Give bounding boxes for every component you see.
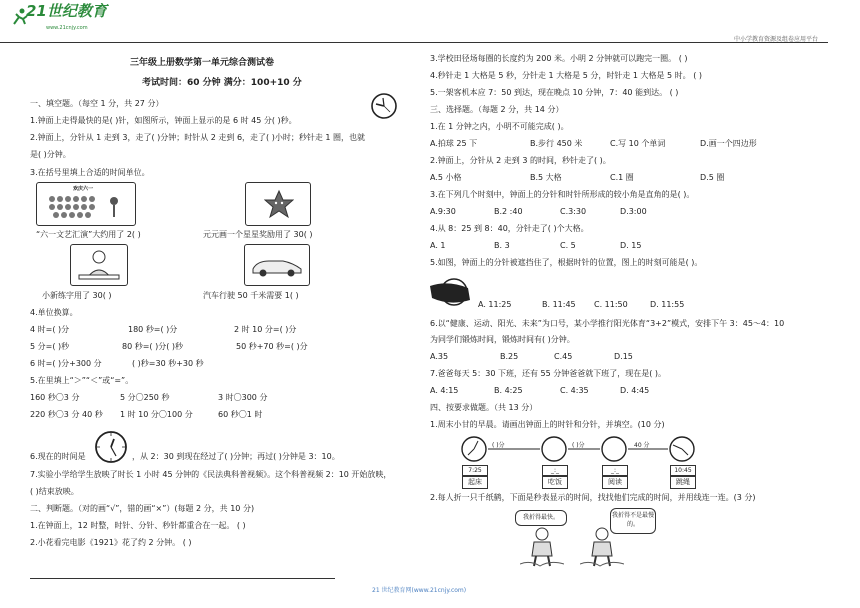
q2-text-cont: 是( )分钟。 (30, 150, 71, 159)
mc-2-c: C.1 圈 (610, 173, 634, 182)
mc-1-a: A.拍球 25 下 (430, 139, 478, 148)
audience-icon (42, 191, 128, 223)
mc-5: 5.如图，钟面上的分针被遮挡住了，根据时针的位置，图上的时刻可能是( )。 (430, 258, 703, 267)
mc-7-c: C. 4:35 (560, 386, 589, 395)
performance-picture (36, 182, 136, 226)
q1-text: 1.钟面上走得最快的是( )针，如图所示，钟面上显示的是 6 时 45 分( )秒。 (30, 116, 297, 125)
mc-6-a: A.35 (430, 352, 449, 361)
mc-4: 4.从 8：25 到 8：40，分针走了( )个大格。 (430, 224, 589, 233)
time-box-3[interactable]: _:_ (602, 465, 628, 476)
time-box-1: 7:25 (462, 465, 488, 476)
caption-writing: 小新练字用了 30( ) (42, 291, 112, 300)
caption-star: 元元画一个星星奖励用了 30( ) (203, 230, 313, 239)
activity-2: 吃饭 (542, 476, 568, 489)
activity-4: 跳绳 (670, 476, 696, 489)
mc-1-b: B.步行 450 米 (530, 139, 583, 148)
mc-2-b: B.5 大格 (530, 173, 562, 182)
mc-5-d: D. 11:55 (650, 300, 685, 309)
mc-1-d: D.画一个四边形 (700, 139, 757, 148)
mc-4-c: C. 5 (560, 241, 576, 250)
conv-1: 4 时=( )分 (30, 325, 70, 334)
gap-2: ( )分 (572, 442, 585, 449)
caption-performance: “六一文艺汇演”大约用了 2( ) (36, 230, 141, 239)
q5-text: 5.在里填上“＞”“＜”或“=”。 (30, 376, 134, 385)
car-picture (244, 244, 310, 286)
compare-6: 60 秒〇1 时 (218, 410, 263, 419)
mc-6-d: D.15 (614, 352, 633, 361)
section-fill-blank: 一、填空题。（每空 1 分，共 27 分） (30, 99, 164, 108)
compare-3: 3 时〇300 分 (218, 393, 268, 402)
conv-2: 180 秒=( )分 (128, 325, 178, 334)
time-box-2[interactable]: _:_ (542, 465, 568, 476)
q7-text: 7.实验小学给学生放映了时长 1 小时 45 分钟的《民法典科普视频》。这个科普视频 2：10 开始放映， (30, 470, 392, 479)
mc-7-d: D. 4:45 (620, 386, 650, 395)
speech-bubble-2: 我折得不是最慢的。 (610, 508, 656, 534)
conv-3: 2 时 10 分=( )分 (234, 325, 297, 334)
conv-7: 6 时=( )分+300 分 (30, 359, 102, 368)
runner-icon (10, 8, 28, 26)
time-box-4: 10:45 (670, 465, 696, 476)
star-icon (264, 189, 294, 219)
task-1: 1.周末小甘的早晨。请画出钟面上的时针和分针，并填空。(10 分) (430, 420, 665, 429)
mc-6-b: B.25 (500, 352, 519, 361)
activity-1: 起床 (462, 476, 488, 489)
mc-4-a: A. 1 (430, 241, 446, 250)
compare-4: 220 秒〇3 分 40 秒 (30, 410, 103, 419)
mc-2: 2.钟面上，分针从 2 走到 3 的时间，秒针走了( )。 (430, 156, 611, 165)
star-picture (245, 182, 311, 226)
mc-7: 7.爸爸每天 5：30 下班，还有 55 分钟爸爸就下班了，现在是( )。 (430, 369, 667, 378)
mc-5-b: B. 11:45 (542, 300, 576, 309)
mc-1: 1.在 1 分钟之内，小明不可能完成( )。 (430, 122, 569, 131)
section-tasks: 四、按要求做题。（共 13 分） (430, 403, 538, 412)
mc-4-d: D. 15 (620, 241, 642, 250)
mc-3-d: D.3:00 (620, 207, 647, 216)
mc-5-c: C. 11:50 (594, 300, 628, 309)
q4-text: 4.单位换算。 (30, 308, 78, 317)
footnote-rule (30, 578, 335, 579)
header-rule (0, 42, 828, 43)
compare-2: 5 分〇250 秒 (120, 393, 170, 402)
tf-4: 4.秒针走 1 大格是 5 秒，分针走 1 大格是 5 分，时针走 1 大格是 5 时。 ( ) (430, 71, 703, 80)
caption-car: 汽车行驶 50 千米需要 1( ) (203, 291, 299, 300)
schedule-strip (460, 435, 700, 485)
mc-2-d: D.5 圈 (700, 173, 725, 182)
gap-3: 40 分 (634, 442, 650, 449)
mc-4-b: B. 3 (494, 241, 510, 250)
page-title: 三年级上册数学第一单元综合测试卷 (130, 58, 275, 68)
q6-text-cont: ，从 2：30 到现在经过了( )分钟；再过( )分钟是 3：10。 (132, 452, 340, 461)
activity-3: 阅读 (602, 476, 628, 489)
q6-text: 6.现在的时间是 (30, 452, 86, 461)
q2-text: 2.钟面上，分针从 1 走到 3，走了( )分钟；时针从 2 走到 6，走了( )小时；秒针走 1 圈，也就 (30, 133, 365, 142)
car-icon (251, 255, 303, 277)
platform-name: 中小学教育资源及组卷应用平台 (733, 36, 818, 43)
tf-5: 5.一架客机本应 7：50 到达，现在晚点 10 分钟，7：40 能到达。 ( ) (430, 88, 679, 97)
covered-clock-icon (428, 276, 472, 308)
mc-6-c: C.45 (554, 352, 573, 361)
mc-2-a: A.5 小格 (430, 173, 462, 182)
mc-7-a: A. 4:15 (430, 386, 459, 395)
tf-3: 3.学校田径场每圈的长度约为 200 米。小明 2 分钟就可以跑完一圈。 ( ) (430, 54, 688, 63)
mc-7-b: B. 4:25 (494, 386, 523, 395)
mc-6-cont: 为同学们锻炼时间，锻炼时间有( )分钟。 (430, 335, 575, 344)
section-true-false: 二、判断题。（对的画“√”，错的画“×”）(每题 2 分，共 10 分) (30, 504, 255, 513)
mc-3: 3.在下列几个时刻中，钟面上的分针和时针所形成的较小角是直角的是( )。 (430, 190, 695, 199)
student-writing-icon (75, 248, 123, 282)
child-icon (580, 526, 624, 568)
speech-bubble-1: 我折得最快。 (515, 510, 567, 526)
mc-6: 6.以“健康、运动、阳光、未来”为口号，某小学推行阳光体育“3+2”模式，安排下午 3：45～4：10 (430, 319, 785, 328)
compare-5: 1 时 10 分〇100 分 (120, 410, 193, 419)
q7-text-cont: ( )结束放映。 (30, 487, 79, 496)
logo-url: www.21cnjy.com (46, 25, 88, 31)
tf-2: 2.小花看完电影《1921》花了约 2 分钟。 ( ) (30, 538, 192, 547)
task-2: 2.每人折一只千纸鹤，下面是秒表显示的时间，找找他们完成的时间，并用线连一连。(3 分) (430, 493, 756, 502)
clock-icon (92, 430, 130, 464)
writing-picture (70, 244, 128, 286)
footer-text: 21 世纪教育网(www.21cnjy.com) (372, 587, 467, 594)
conv-8: ( )秒=30 秒+30 秒 (132, 359, 204, 368)
exam-info: 考试时间：60 分钟 满分：100+10 分 (142, 78, 302, 88)
mc-5-a: A. 11:25 (478, 300, 512, 309)
gap-1: ( )分 (492, 442, 505, 449)
conv-6: 50 秒+70 秒=( )分 (236, 342, 308, 351)
banner-text: 欢庆六一 (73, 186, 94, 192)
clock-icon (370, 90, 398, 120)
logo: 21世纪教育 (26, 2, 107, 20)
q3-text: 3.在括号里填上合适的时间单位。 (30, 168, 150, 177)
section-choice: 三、选择题。（每题 2 分，共 14 分） (430, 105, 564, 114)
child-icon (520, 526, 564, 568)
mc-3-b: B.2 :40 (494, 207, 523, 216)
compare-1: 160 秒〇3 分 (30, 393, 80, 402)
mc-3-a: A.9:30 (430, 207, 456, 216)
mc-1-c: C.写 10 个单词 (610, 139, 666, 148)
tf-1: 1.在钟面上，12 时整，时针、分针、秒针都重合在一起。 ( ) (30, 521, 246, 530)
conv-4: 5 分=( )秒 (30, 342, 70, 351)
conv-5: 80 秒=( )分( )秒 (122, 342, 183, 351)
mc-3-c: C.3:30 (560, 207, 587, 216)
